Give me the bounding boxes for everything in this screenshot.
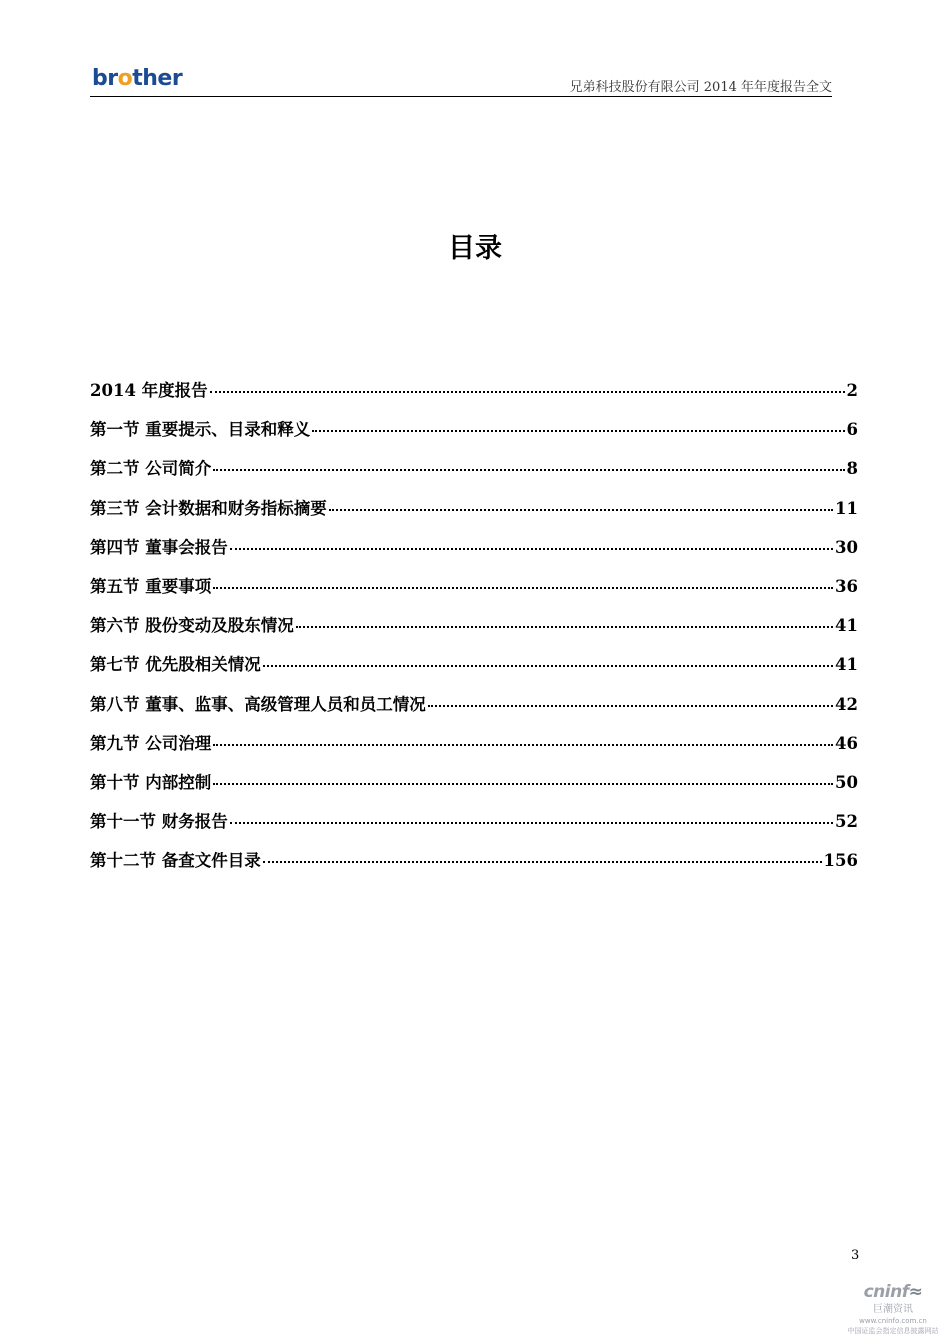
watermark-subtitle: 巨潮资讯 [873, 1304, 913, 1315]
leader-dots [263, 861, 822, 863]
toc-entry[interactable] [90, 573, 858, 612]
toc-entry-label: 第十二节 备查文件目录 [90, 851, 261, 871]
toc-entry-label: 第八节 董事、监事、高级管理人员和员工情况 [90, 694, 426, 714]
toc-entry-page: 36 [835, 576, 858, 596]
toc-entry[interactable] [90, 691, 858, 730]
table-of-contents [90, 377, 858, 886]
toc-entry[interactable] [90, 455, 858, 494]
toc-entry[interactable] [90, 534, 858, 573]
toc-entry-page: 8 [846, 459, 858, 479]
toc-entry[interactable] [90, 808, 858, 847]
toc-entry-label: 第五节 重要事项 [90, 576, 212, 596]
leader-dots [263, 665, 833, 667]
toc-entry[interactable] [90, 730, 858, 769]
leader-dots [213, 744, 833, 746]
toc-entry[interactable] [90, 847, 858, 886]
leader-dots [213, 469, 844, 471]
toc-entry-page: 11 [835, 498, 858, 518]
toc-entry-page: 41 [835, 616, 858, 636]
toc-entry-page: 6 [846, 420, 858, 440]
toc-entry-label: 第十节 内部控制 [90, 772, 212, 792]
toc-entry-label: 第三节 会计数据和财务指标摘要 [90, 498, 327, 518]
leader-dots [213, 783, 833, 785]
watermark-brand: cninf≈ [863, 1282, 923, 1302]
toc-entry-label: 第七节 优先股相关情况 [90, 655, 261, 675]
cninfo-watermark [838, 1282, 948, 1336]
wave-icon: ≈ [908, 1282, 923, 1302]
toc-entry-page: 46 [835, 733, 858, 753]
toc-entry-label: 第六节 股份变动及股东情况 [90, 616, 294, 636]
toc-entry-page: 30 [835, 537, 858, 557]
toc-entry-label: 2014 年度报告 [90, 381, 208, 400]
toc-entry-page: 50 [835, 772, 858, 792]
toc-entry-page: 2 [846, 381, 858, 400]
header-title: 兄弟科技股份有限公司 2014 年年度报告全文 [569, 80, 832, 95]
toc-entry-page: 41 [835, 655, 858, 675]
page-number: 3 [851, 1248, 860, 1263]
leader-dots [296, 626, 833, 628]
toc-entry[interactable] [90, 769, 858, 808]
toc-entry[interactable] [90, 377, 858, 416]
watermark-note: 中国证监会指定信息披露网站 [847, 1327, 939, 1335]
toc-entry[interactable] [90, 416, 858, 455]
toc-entry-label: 第四节 董事会报告 [90, 537, 228, 557]
toc-entry-label: 第一节 重要提示、目录和释义 [90, 420, 311, 440]
toc-entry[interactable] [90, 495, 858, 534]
leader-dots [230, 822, 833, 824]
toc-entry[interactable] [90, 651, 858, 690]
toc-entry-label: 第二节 公司简介 [90, 459, 212, 479]
page-title: 目录 [448, 233, 502, 264]
toc-entry[interactable] [90, 612, 858, 651]
page-header [90, 64, 832, 97]
toc-entry-label: 第十一节 财务报告 [90, 812, 228, 832]
leader-dots [329, 509, 833, 511]
toc-entry-page: 42 [835, 694, 858, 714]
leader-dots [213, 587, 833, 589]
brother-logo: brother [92, 66, 183, 91]
leader-dots [428, 705, 833, 707]
toc-entry-label: 第九节 公司治理 [90, 733, 212, 753]
watermark-url: www.cninfo.com.cn [859, 1317, 927, 1325]
leader-dots [210, 391, 845, 393]
toc-entry-page: 156 [823, 851, 858, 871]
leader-dots [230, 548, 833, 550]
leader-dots [312, 430, 844, 432]
toc-entry-page: 52 [835, 812, 858, 832]
